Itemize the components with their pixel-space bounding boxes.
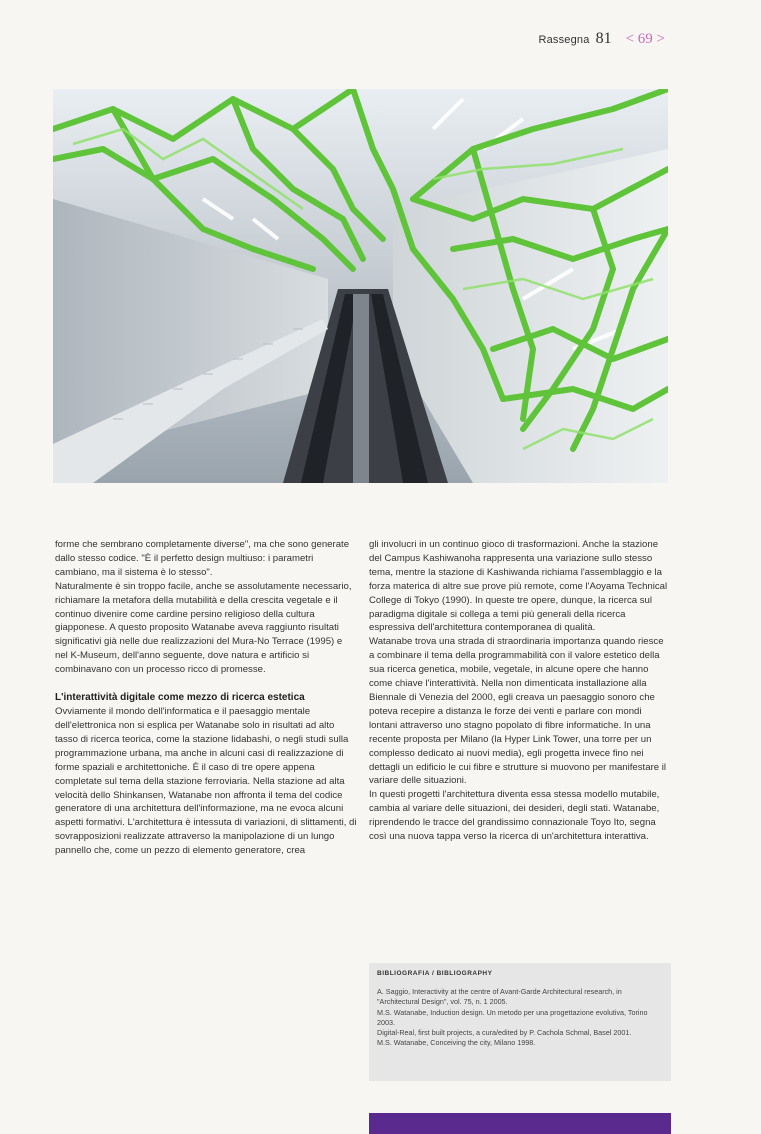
bibliography-box [369,963,671,1081]
bibliography-entry: M.S. Watanabe, Induction design. Un metodo per una progettazione evolutiva, Torino 2003. [377,1007,648,1027]
photo-escalator-green-structure-icon [53,89,668,483]
bibliography-entry: Digital-Real, first built projects, a cura/edited by P. Cachola Schmal, Basel 2001. [377,1028,632,1038]
section-heading: L'interattività digitale come mezzo di ricerca estetica [55,692,305,704]
bibliography-title: BIBLIOGRAFIA / BIBLIOGRAPHY [377,970,493,977]
article-paragraph: Ovviamente il mondo dell'informatica e il paesaggio mentale dell'elettronica non si esplica per Watanabe solo in risultati ad alto tasso di ricerca teorica, come la stazione Iidabashi, o negli studi sulla programmazione urbana, ma anche in alcuni casi di realizzazione di forme spaziali e architettoniche. È il caso di tre opere appena completate sul tema della stazione ferroviaria. Nella stazione ad alta velocità dello Shinkansen, Watanabe non affronta il tema del codice generatore di una architettura dell'informazione, ma ne evoca alcuni aspetti formativi. L'architettura è intessuta di variazioni, di slittamenti, di sovrapposizioni realizzate attraverso la manipolazione di un lungo pannello che, come un pezzo di elemento generatore, crea [55,706,357,857]
article-column-right [369,538,671,844]
bibliography-entry: A. Saggio, Interactivity at the centre of Avant-Garde Architectural research, in "Architectural Design", vol. 75, n. 1 2005. [377,987,622,1007]
original-page-ref: < 69 > [625,31,665,47]
section-name: Rassegna [538,34,590,46]
article-paragraph: Watanabe trova una strada di straordinaria importanza quando riesce a combinare il tema della programmabilità con il valore estetico della sua ricerca genetica, mobile, vegetale, in alcune opere che hanno come chiave l'interattività. Nella non dimenticata installazione alla Biennale di Venezia del 2000, egli creava un paesaggio sonoro che poteva recepire a distanza le forze dei venti e parlare con mondi lontani attraverso uno stagno popolato di fibre informatiche. In una recente proposta per Milano (la Hyper Link Tower, una torre per un complesso dedicato ai nuovi media), egli progetta invece fino nei dettagli un edificio le cui fibre e strutture si muovono per manifestare il variare delle situazioni. [369,636,667,787]
station-photo [53,89,668,483]
page-header [538,30,665,48]
article-paragraph: gli involucri in un continuo gioco di trasformazioni. Anche la stazione del Campus Kashiwanoha rappresenta una variazione sullo stesso tema, mentre la stazione di Kashiwanda richiama l'assemblaggio e la forza materica di altre sue prove più remote, come l'Aoyama Technical College di Tokyo (1990). In queste tre opere, dunque, la ricerca sul paradigma digitale si collega a temi più generali della ricerca espressiva dell'architettura contemporanea di qualità. [369,539,668,634]
decorative-color-bar [369,1113,671,1134]
bibliography-entry: M.S. Watanabe, Conceiving the city, Milano 1998. [377,1038,536,1048]
article-paragraph: Naturalmente è sin troppo facile, anche se assolutamente necessario, richiamare la metafora della mutabilità e della crescita vegetale e il continuo divenire come cardine persino religioso della cultura giapponese. A questo proposito Watanabe aveva raggiunto risultati significativi già nelle due realizzazioni del Mura-No Terrace (1995) e nel K-Museum, dell'anno seguente, dove natura e artificio si combinavano con un processo ricco di promesse. [55,580,352,676]
article-column-left [55,538,357,858]
article-paragraph: forme che sembrano completamente diverse", ma che sono generate dallo stesso codice. "È il perfetto design multiuso: i parametri cambiano, ma il sistema è lo stesso". [55,539,350,578]
article-paragraph: In questi progetti l'architettura diventa essa stessa modello mutabile, cambia al variare delle situazioni, dei desideri, degli stati. Watanabe, riprendendo le tracce del grandissimo connazionale Toyo Ito, segna così una nuova tappa verso la ricerca di un'architettura interattiva. [369,789,660,843]
bibliography-list [377,987,665,1049]
page-number: 81 [595,30,612,47]
